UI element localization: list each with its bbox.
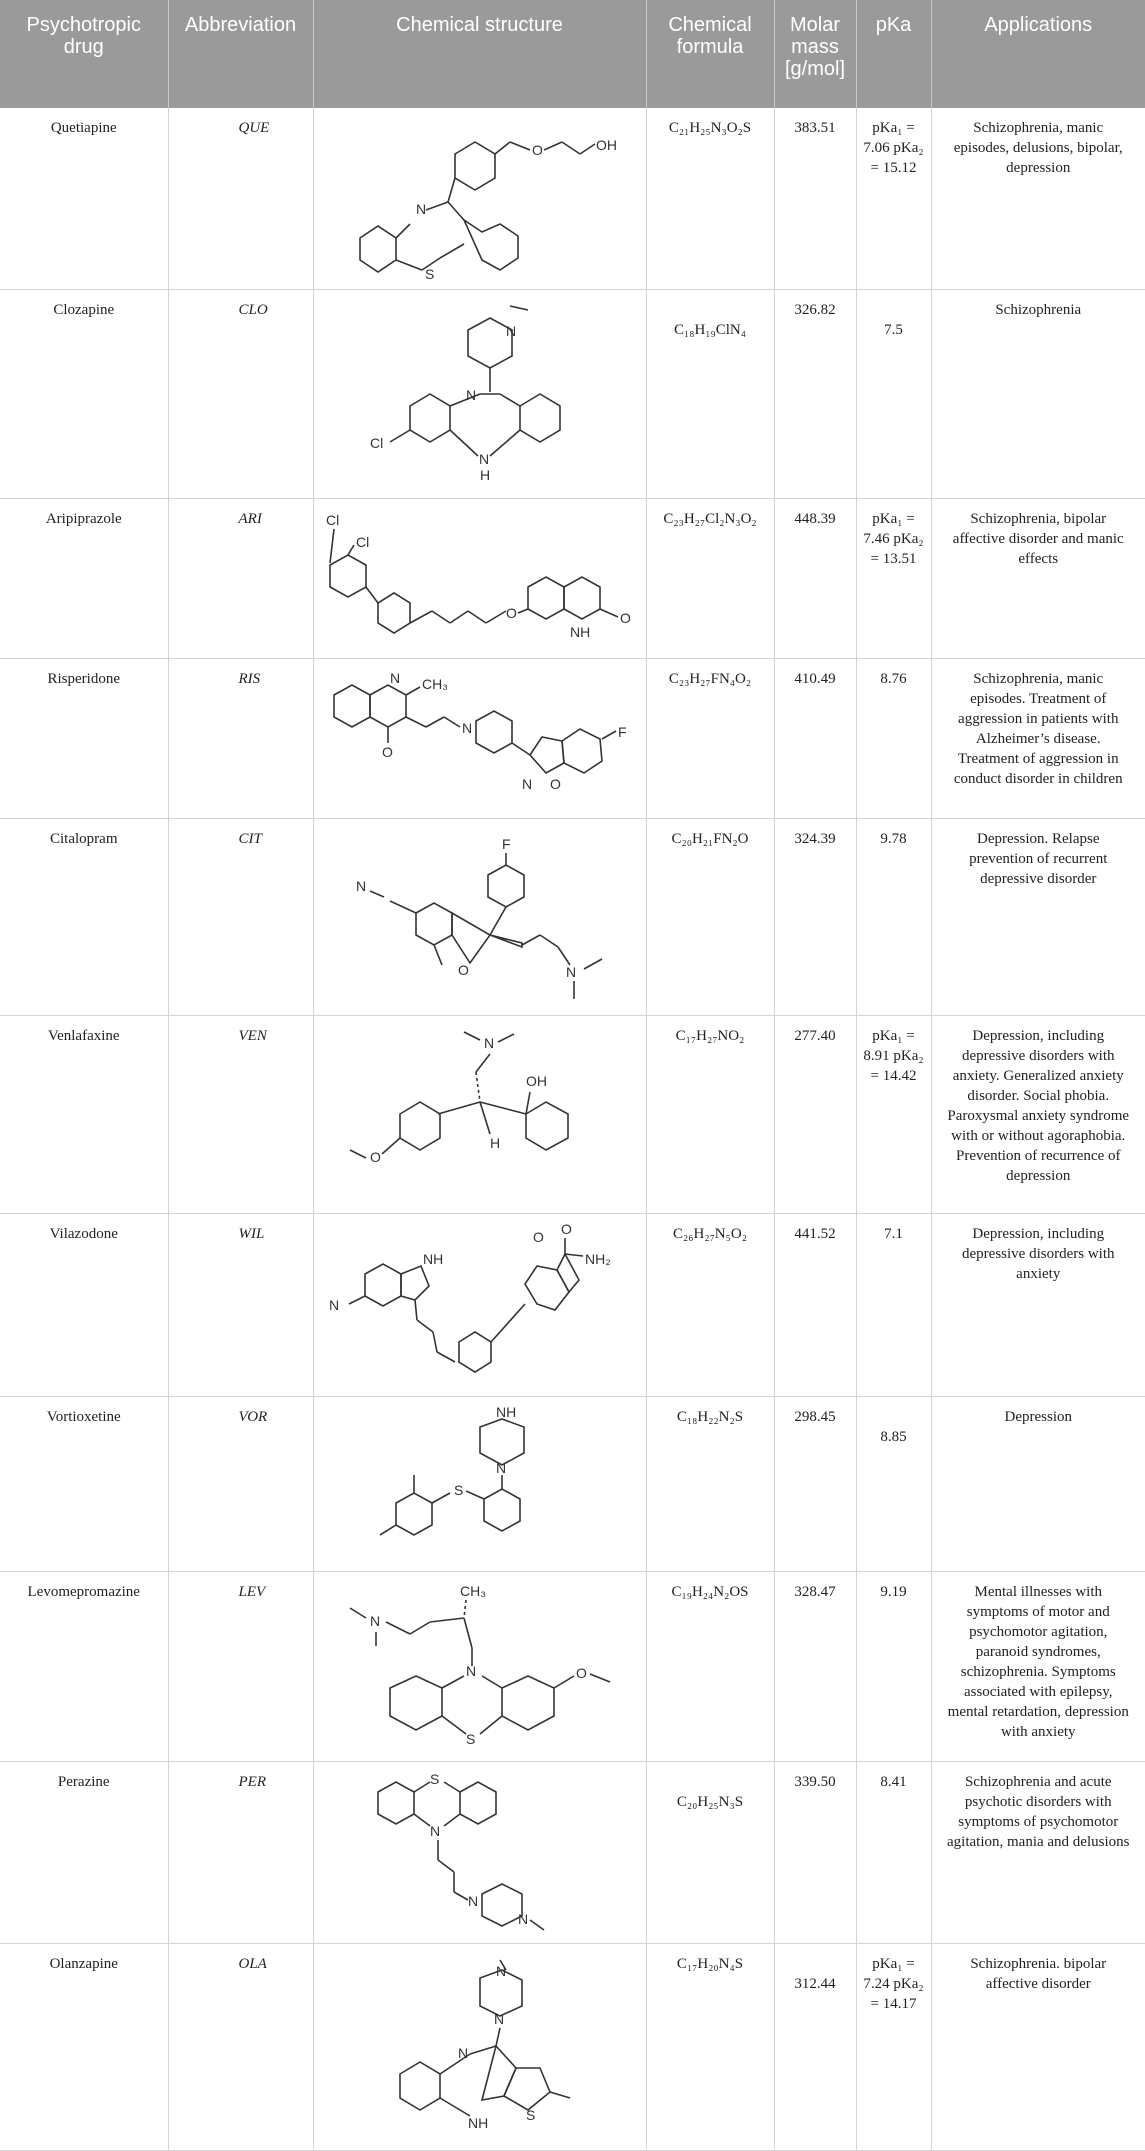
atom-label: F (501, 835, 511, 852)
chemical-structure (313, 108, 646, 289)
header-pka: pKa (856, 0, 931, 108)
olanzapine-structure (330, 1950, 630, 2145)
table-row (0, 818, 1145, 1015)
quetiapine-structure (330, 114, 630, 284)
atom-label: N (465, 386, 476, 403)
chemical-structure (313, 818, 646, 1015)
atom-label: N (483, 1034, 494, 1051)
chemical-formula: C₂₃H₂₇FN₄O₂ (646, 658, 774, 818)
atom-label: O (369, 1148, 381, 1165)
table-row (0, 289, 1145, 498)
header-abbreviation: Abbreviation (168, 0, 313, 108)
table-row (0, 658, 1145, 818)
atom-label: H (489, 1134, 500, 1151)
atom-label: NH (422, 1250, 443, 1267)
atom-label: N (461, 719, 472, 736)
chemical-formula: C₁₉H₂₄N₂OS (646, 1571, 774, 1761)
molar-mass: 277.40 (774, 1015, 856, 1213)
atom-label: O (457, 961, 469, 978)
atom-label: CH₃ (459, 1582, 486, 1599)
chemical-formula: C₂₀H₂₁FN₂O (646, 818, 774, 1015)
table-row (0, 498, 1145, 658)
chemical-structure (313, 1761, 646, 1943)
molar-mass: 312.44 (774, 1943, 856, 2150)
chemical-formula: C₁₇H₂₀N₄S (646, 1943, 774, 2150)
chemical-formula: C₂₃H₂₇Cl₂N₃O₂ (646, 498, 774, 658)
chemical-formula: C₁₈H₂₂N₂S (646, 1396, 774, 1571)
pka-value: 9.78 (856, 818, 931, 1015)
drug-name: Citalopram (0, 818, 168, 1015)
table-row (0, 1396, 1145, 1571)
molar-mass: 339.50 (774, 1761, 856, 1943)
drug-abbreviation: RIS (168, 658, 313, 818)
chemical-structure (313, 289, 646, 498)
pka-value: 8.76 (856, 658, 931, 818)
atom-label: N (429, 1822, 440, 1839)
atom-label: O (531, 142, 543, 158)
pka-value: 9.19 (856, 1571, 931, 1761)
applications: Depression, including depressive disorders with anxiety. Generalized anxiety disorder. Social phobia. Paroxysmal anxiety syndrome with or without agoraphobia. Prevention of recurrence of depression (931, 1015, 1145, 1213)
drug-name: Aripiprazole (0, 498, 168, 658)
molar-mass: 448.39 (774, 498, 856, 658)
atom-label: O (619, 609, 631, 626)
pka-value: pKa₁ = 7.46 pKa₂ = 13.51 (856, 498, 931, 658)
pka-value: 8.85 (856, 1396, 931, 1571)
atom-label: Cl (325, 511, 339, 528)
atom-label: N (521, 775, 532, 792)
molar-mass: 383.51 (774, 108, 856, 289)
header-applications: Applications (931, 0, 1145, 108)
drug-abbreviation: WIL (168, 1213, 313, 1396)
table-row (0, 1943, 1145, 2150)
header-drug: Psychotropic drug (0, 0, 168, 108)
vortioxetine-structure (330, 1403, 630, 1568)
chemical-structure (313, 1943, 646, 2150)
atom-label: N (517, 1910, 528, 1927)
atom-label: Cl (355, 533, 369, 550)
atom-label: O (549, 775, 561, 792)
atom-label: N (478, 450, 489, 467)
chemical-formula: C₂₁H₂₅N₃O₂S (646, 108, 774, 289)
chemical-structure (313, 1396, 646, 1571)
pka-value: pKa₁ = 8.91 pKa₂ = 14.42 (856, 1015, 931, 1213)
atom-label: N (389, 669, 400, 686)
chemical-structure (313, 1571, 646, 1761)
table-row (0, 1571, 1145, 1761)
atom-label: N (465, 1662, 476, 1679)
drug-name: Clozapine (0, 289, 168, 498)
atom-label: S (525, 2106, 535, 2123)
drug-abbreviation: OLA (168, 1943, 313, 2150)
atom-label: S (453, 1481, 463, 1498)
atom-label: H (479, 466, 490, 483)
atom-label: NH (467, 2114, 488, 2131)
atom-label: N (495, 1962, 506, 1979)
header-mass: Molar mass [g/mol] (774, 0, 856, 108)
citalopram-structure (330, 825, 630, 1010)
atom-label: CH₃ (421, 675, 448, 692)
applications: Schizophrenia. bipolar affective disorder (931, 1943, 1145, 2150)
chemical-formula: C₂₀H₂₅N₃S (646, 1761, 774, 1943)
atom-label: Cl (369, 434, 383, 451)
chemical-structure (313, 498, 646, 658)
drug-name: Venlafaxine (0, 1015, 168, 1213)
applications: Schizophrenia, bipolar affective disorder and manic effects (931, 498, 1145, 658)
drug-abbreviation: PER (168, 1761, 313, 1943)
pka-value: 8.41 (856, 1761, 931, 1943)
chemical-structure (313, 658, 646, 818)
header-structure: Chemical structure (313, 0, 646, 108)
drug-abbreviation: CLO (168, 289, 313, 498)
chemical-formula: C₂₆H₂₇N₅O₂ (646, 1213, 774, 1396)
table-row (0, 1761, 1145, 1943)
clozapine-structure (330, 296, 630, 491)
atom-label: N (369, 1612, 380, 1629)
applications: Depression. Relapse prevention of recurrent depressive disorder (931, 818, 1145, 1015)
chemical-formula: C₁₇H₂₇NO₂ (646, 1015, 774, 1213)
atom-label: N (415, 201, 426, 217)
applications: Schizophrenia, manic episodes, delusions, bipolar, depression (931, 108, 1145, 289)
drug-abbreviation: CIT (168, 818, 313, 1015)
atom-label: O (381, 743, 393, 760)
atom-label: N (493, 2010, 504, 2027)
atom-label: N (467, 1892, 478, 1909)
atom-label: O (505, 604, 517, 621)
applications: Schizophrenia (931, 289, 1145, 498)
applications: Schizophrenia, manic episodes. Treatment of aggression in patients with Alzheimer’s disease. Treatment of aggression in conduct disorder in children (931, 658, 1145, 818)
applications: Depression, including depressive disorders with anxiety (931, 1213, 1145, 1396)
table-row (0, 1213, 1145, 1396)
header-formula: Chemical formula (646, 0, 774, 108)
atom-label: S (465, 1730, 475, 1747)
molar-mass: 410.49 (774, 658, 856, 818)
chemical-structure (313, 1015, 646, 1213)
risperidone-structure (320, 665, 640, 815)
atom-label: S (429, 1770, 439, 1787)
levomepromazine-structure (330, 1578, 630, 1758)
chemical-structure (313, 1213, 646, 1396)
atom-label: N (505, 322, 516, 339)
atom-label: O (575, 1664, 587, 1681)
pka-value: pKa₁ = 7.06 pKa₂ = 15.12 (856, 108, 931, 289)
atom-label: N (495, 1459, 506, 1476)
molar-mass: 298.45 (774, 1396, 856, 1571)
applications: Mental illnesses with symptoms of motor and psychomotor agitation, paranoid syndromes, schizophrenia. Symptoms associated with epilepsy, mental retardation, depression with anxiety (931, 1571, 1145, 1761)
atom-label: S (424, 266, 434, 282)
atom-label: N (565, 963, 576, 980)
atom-label: OH (595, 137, 617, 153)
molar-mass: 328.47 (774, 1571, 856, 1761)
atom-label: O (532, 1228, 544, 1245)
atom-label: NH (569, 623, 590, 640)
atom-label: N (328, 1296, 339, 1313)
drug-name: Perazine (0, 1761, 168, 1943)
atom-label: F (617, 723, 627, 740)
atom-label: N (457, 2044, 468, 2061)
drug-abbreviation: VEN (168, 1015, 313, 1213)
atom-label: NH (495, 1403, 516, 1420)
drug-name: Vortioxetine (0, 1396, 168, 1571)
perazine-structure (330, 1768, 630, 1940)
pka-value: 7.5 (856, 289, 931, 498)
drug-abbreviation: LEV (168, 1571, 313, 1761)
drug-name: Quetiapine (0, 108, 168, 289)
molar-mass: 324.39 (774, 818, 856, 1015)
atom-label: O (560, 1220, 572, 1237)
drug-name: Levomepromazine (0, 1571, 168, 1761)
chemical-formula: C₁₈H₁₉ClN₄ (646, 289, 774, 498)
header-row (0, 0, 1145, 108)
drug-abbreviation: ARI (168, 498, 313, 658)
pka-value: 7.1 (856, 1213, 931, 1396)
vilazodone-structure (325, 1220, 635, 1392)
atom-label: NH₂ (584, 1250, 611, 1267)
table-row (0, 1015, 1145, 1213)
molar-mass: 326.82 (774, 289, 856, 498)
molar-mass: 441.52 (774, 1213, 856, 1396)
applications: Depression (931, 1396, 1145, 1571)
table-row (0, 108, 1145, 289)
drug-name: Vilazodone (0, 1213, 168, 1396)
atom-label: OH (525, 1072, 547, 1089)
pka-value: pKa₁ = 7.24 pKa₂ = 14.17 (856, 1943, 931, 2150)
venlafaxine-structure (330, 1022, 630, 1210)
drug-name: Olanzapine (0, 1943, 168, 2150)
drug-abbreviation: VOR (168, 1396, 313, 1571)
drug-name: Risperidone (0, 658, 168, 818)
atom-label: N (355, 877, 366, 894)
drug-abbreviation: QUE (168, 108, 313, 289)
applications: Schizophrenia and acute psychotic disorders with symptoms of psychomotor agitation, mania and delusions (931, 1761, 1145, 1943)
aripiprazole-structure (320, 505, 640, 655)
